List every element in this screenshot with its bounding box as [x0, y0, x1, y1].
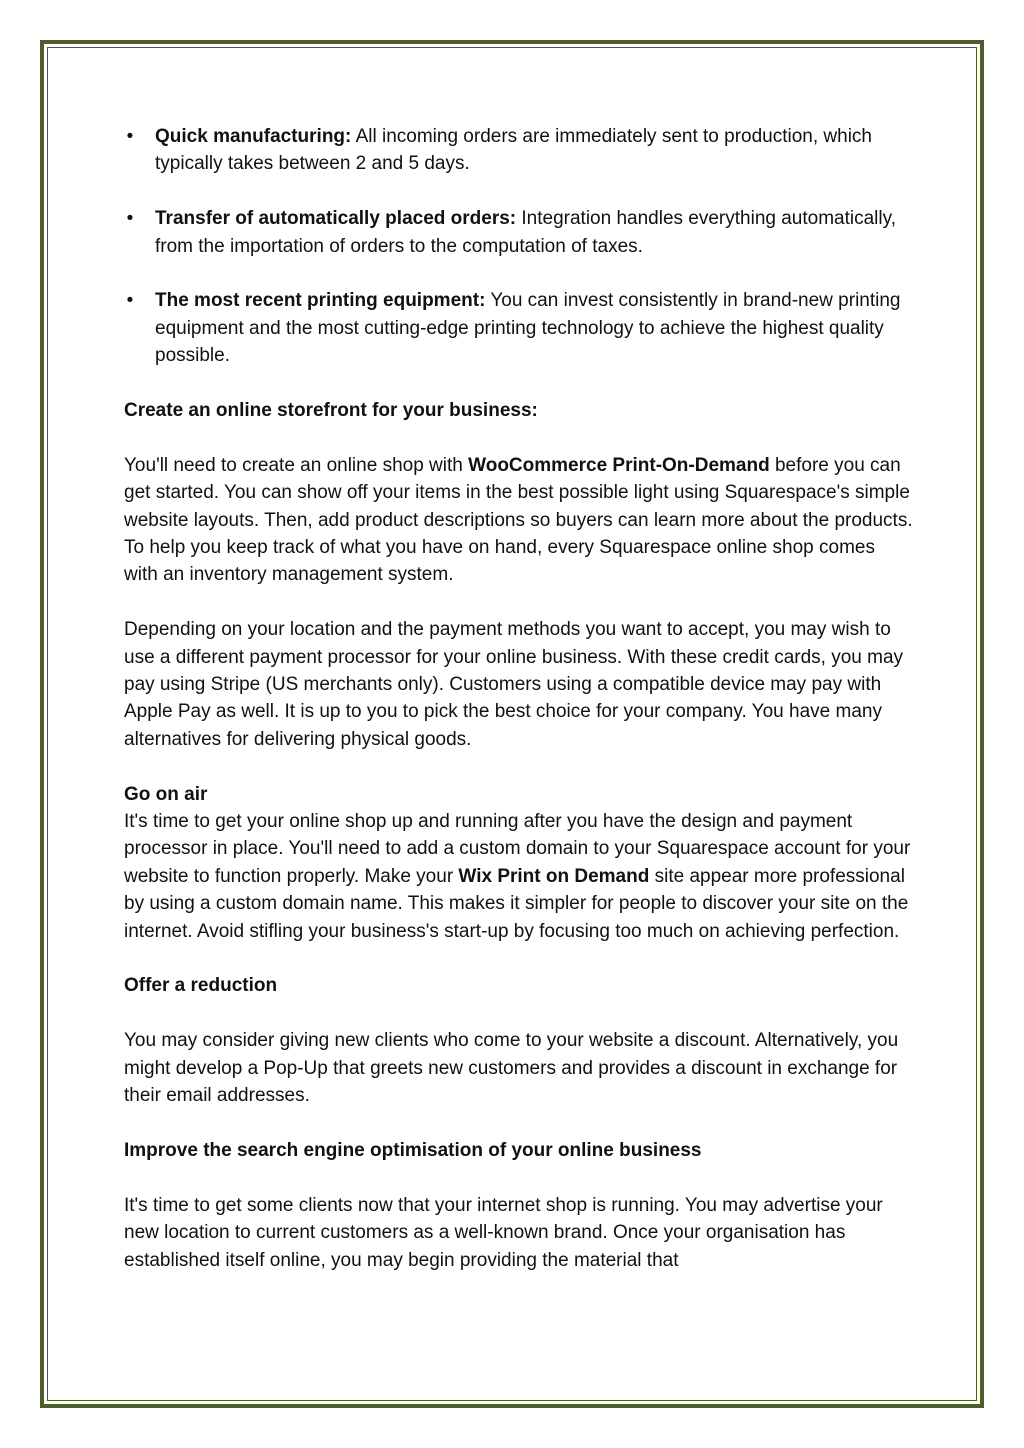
bullet-term: Quick manufacturing:: [155, 126, 352, 147]
heading-seo: Improve the search engine optimisation of your online business: [124, 1139, 702, 1161]
paragraph-storefront-2: Depending on your location and the payment methods you want to accept, you may wish to use a different payment processor for your online business. With these credit cards, you may pay using Stripe (US merchants only). Customers using a compatible device may pay with Apple Pay as well. It is up to you to pick the best choice for your company. You have many alternatives for delivering physical goods.: [124, 619, 904, 750]
bullet-text: You can invest consistently in brand-new printing equipment and the most cutting-edge printing technology to achieve the highest quality possible.: [155, 290, 901, 367]
bullet-icon: •: [126, 290, 134, 312]
paragraph-text: site appear more professional by using a custom domain name. This makes it simpler for people to discover your site on the internet. Avoid stifling your business's start-up by focusing too much on achieving perfection.: [124, 865, 909, 942]
bullet-term: The most recent printing equipment:: [155, 290, 486, 312]
bullet-term: Transfer of automatically placed orders:: [155, 208, 517, 230]
heading-storefront: Create an online storefront for your business:: [124, 400, 538, 422]
paragraph-text: It's time to get your online shop up and running after you have the design and payment processor in place. You'll need to add a custom domain to your Squarespace account for your website to function properly. Make your: [124, 811, 911, 887]
heading-go-on-air: Go on air: [124, 783, 208, 805]
paragraph-text: before you can get started. You can show off your items in the best possible light using Squarespace's simple website layouts. Then, add product descriptions so buyers can learn more about the products. To help you keep track of what you have on hand, every Squarespace online shop comes with an inventory management system.: [124, 454, 913, 586]
woocommerce-term: WooCommerce Print-On-Demand: [468, 454, 770, 476]
heading-offer-reduction: Offer a reduction: [124, 975, 278, 997]
paragraph-seo: It's time to get some clients now that your internet shop is running. You may advertise your new location to current customers as a well-known brand. Once your organisation has established itself online, you may begin providing the material that: [124, 1194, 883, 1271]
paragraph-go-on-air: [124, 808, 914, 945]
bullet-item-quick-manufacturing: [124, 123, 914, 178]
bullet-text: Integration handles everything automatically, from the importation of orders to the computation of taxes.: [155, 208, 896, 257]
document-body: [124, 123, 914, 1274]
bullet-icon: •: [126, 126, 134, 147]
bullet-item-order-transfer: [124, 205, 914, 260]
wix-term: Wix Print on Demand: [458, 865, 650, 887]
bullet-item-printing-equipment: [124, 287, 914, 369]
paragraph-text: You'll need to create an online shop with: [124, 454, 469, 476]
bullet-text: All incoming orders are immediately sent to production, which typically takes between 2 and 5 days.: [155, 126, 872, 175]
bullet-icon: •: [126, 208, 134, 230]
paragraph-storefront-1: [124, 452, 914, 589]
paragraph-offer-reduction: You may consider giving new clients who come to your website a discount. Alternatively, you might develop a Pop-Up that greets new customers and provides a discount in exchange for their email addresses.: [124, 1030, 899, 1107]
